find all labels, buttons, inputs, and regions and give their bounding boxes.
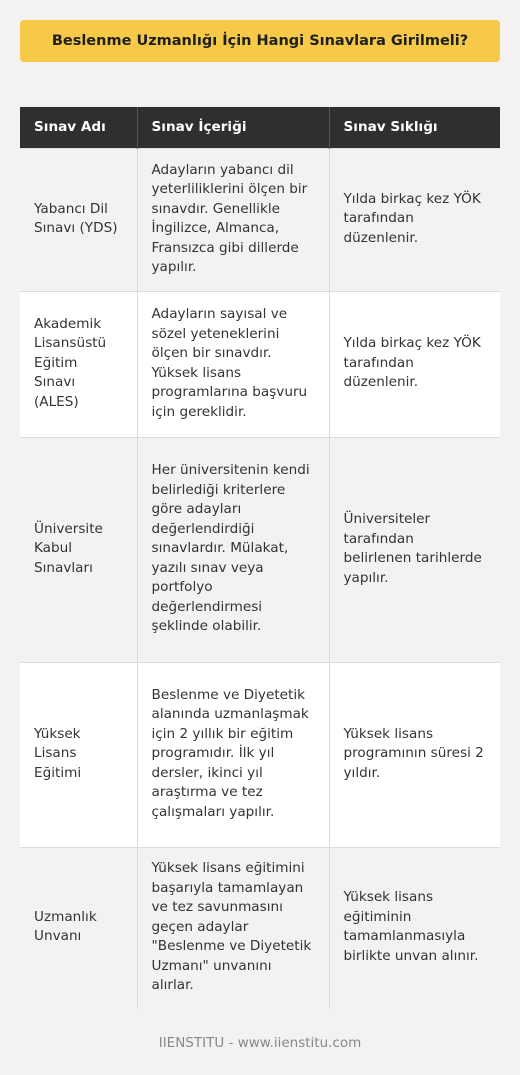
cell-exam-content: Her üniversitenin kendi belirlediği kriterlere göre adayları değerlendirdiği sınavlardır. Mülakat, yazılı sınav veya portfolyo değerlendirmesi şeklinde olabilir. [137, 438, 329, 663]
header-exam-frequency: Sınav Sıklığı [329, 107, 500, 149]
footer-credit: IIENSTITU - www.iienstitu.com [158, 1035, 362, 1051]
cell-exam-frequency: Yüksek lisans eğitiminin tamamlanmasıyla birlikte unvan alınır. [329, 848, 500, 1009]
cell-exam-name: Yabancı Dil Sınavı (YDS) [20, 149, 137, 292]
cell-exam-content: Adayların yabancı dil yeterliliklerini ölçen bir sınavdır. Genellikle İngilizce, Almanca, Fransızca gibi dillerde yapılır. [137, 149, 329, 292]
header-exam-name: Sınav Adı [20, 107, 137, 149]
exam-table [20, 107, 500, 1009]
cell-exam-name: Akademik Lisansüstü Eğitim Sınavı (ALES) [20, 292, 137, 438]
cell-exam-content: Beslenme ve Diyetetik alanında uzmanlaşmak için 2 yıllık bir eğitim programıdır. İlk yıl dersler, ikinci yıl araştırma ve tez çalışmaları yapılır. [137, 663, 329, 848]
cell-exam-content: Adayların sayısal ve sözel yeteneklerini ölçen bir sınavdır. Yüksek lisans programlarına başvuru için gereklidir. [137, 292, 329, 438]
cell-exam-frequency: Yüksek lisans programının süresi 2 yıldır. [329, 663, 500, 848]
table-header-row [20, 107, 500, 149]
header-exam-content: Sınav İçeriği [137, 107, 329, 149]
cell-exam-frequency: Yılda birkaç kez YÖK tarafından düzenlenir. [329, 149, 500, 292]
cell-exam-name: Yüksek Lisans Eğitimi [20, 663, 137, 848]
cell-exam-frequency: Üniversiteler tarafından belirlenen tarihlerde yapılır. [329, 438, 500, 663]
table-row [20, 663, 500, 848]
cell-exam-content: Yüksek lisans eğitimini başarıyla tamamlayan ve tez savunmasını geçen adaylar "Beslenme ve Diyetetik Uzmanı" unvanını alırlar. [137, 848, 329, 1009]
table-row [20, 292, 500, 438]
table-row [20, 848, 500, 1009]
table-row [20, 149, 500, 292]
cell-exam-frequency: Yılda birkaç kez YÖK tarafından düzenlenir. [329, 292, 500, 438]
cell-exam-name: Uzmanlık Unvanı [20, 848, 137, 1009]
table-row [20, 438, 500, 663]
cell-exam-name: Üniversite Kabul Sınavları [20, 438, 137, 663]
page-title-banner [20, 20, 500, 62]
page-title: Beslenme Uzmanlığı İçin Hangi Sınavlara Girilmeli? [51, 33, 469, 49]
